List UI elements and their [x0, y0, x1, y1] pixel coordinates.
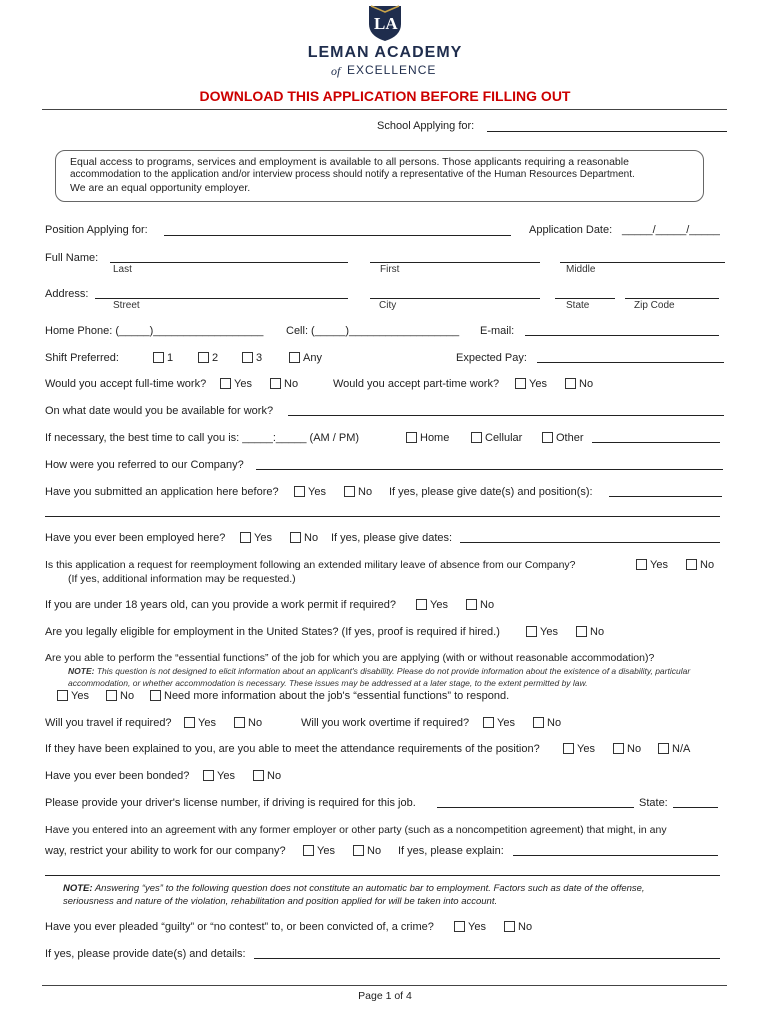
call-cellular[interactable]: Cellular	[471, 432, 522, 444]
app-date-input[interactable]: _____/_____/_____	[622, 224, 720, 236]
checkbox[interactable]	[613, 743, 624, 754]
license-state-input[interactable]	[673, 807, 718, 808]
eligible-yes[interactable]: Yes	[526, 626, 558, 638]
street-input[interactable]	[95, 298, 348, 299]
expected-pay-label: Expected Pay:	[456, 352, 527, 364]
checkbox[interactable]	[203, 770, 214, 781]
essential-note-2: accommodation, or whether accommodation is necessary. These issues may be addressed at a later stage, to the extent permitted by law.	[68, 678, 588, 688]
shift-option-any[interactable]: Any	[289, 352, 322, 364]
checkbox[interactable]	[406, 432, 417, 443]
part-time-no[interactable]: No	[565, 378, 593, 390]
details-label: If yes, please provide date(s) and details:	[45, 948, 246, 960]
attendance-label: If they have been explained to you, are you able to meet the attendance requirements of the position?	[45, 743, 540, 755]
bonded-label: Have you ever been bonded?	[45, 770, 190, 782]
employed-dates-input[interactable]	[460, 542, 720, 543]
conviction-note-2: seriousness and nature of the violation, rehabilitation and position applied for will be taken into account.	[63, 896, 498, 907]
submitted-dates-input[interactable]	[609, 496, 722, 497]
home-phone-field[interactable]: Home Phone: (_____)__________________	[45, 325, 264, 337]
license-label: Please provide your driver's license number, if driving is required for this job.	[45, 797, 416, 809]
state-label: State	[566, 300, 590, 311]
zip-label: Zip Code	[634, 300, 675, 311]
call-other[interactable]: Other	[542, 432, 584, 444]
employed-dates-label: If yes, please give dates:	[331, 532, 453, 544]
part-time-yes[interactable]: Yes	[515, 378, 547, 390]
checkbox[interactable]	[234, 717, 245, 728]
shift-option-1[interactable]: 1	[153, 352, 173, 364]
checkbox[interactable]	[542, 432, 553, 443]
logo-of: of	[331, 64, 341, 78]
checkbox[interactable]	[483, 717, 494, 728]
best-time-field[interactable]: If necessary, the best time to call you is: _____:_____ (AM / PM)	[45, 432, 360, 444]
submitted-no[interactable]: No	[344, 486, 372, 498]
avail-date-input[interactable]	[288, 415, 724, 416]
checkbox[interactable]	[454, 921, 465, 932]
page-number: Page 1 of 4	[358, 990, 412, 1002]
bonded-yes[interactable]: Yes	[203, 770, 235, 782]
overtime-no[interactable]: No	[533, 717, 561, 729]
essential-label: Are you able to perform the “essential functions” of the job for which you are applying (with or without reasonable accommodation)?	[45, 652, 655, 664]
attendance-yes[interactable]: Yes	[563, 743, 595, 755]
expected-pay-input[interactable]	[537, 362, 724, 363]
checkbox[interactable]	[150, 690, 161, 701]
explain-input-2[interactable]	[45, 875, 720, 876]
conviction-note: NOTE: Answering “yes” to the following question does not constitute an automatic bar to employment. Factors such as date of the offense,	[63, 883, 645, 894]
checkbox[interactable]	[576, 626, 587, 637]
agreement-label: Have you entered into an agreement with any former employer or other party (such as a noncompetition agreement) that might, in any	[45, 824, 667, 836]
address-label: Address:	[45, 288, 89, 300]
email-label: E-mail:	[480, 325, 515, 337]
under18-yes[interactable]: Yes	[416, 599, 448, 611]
app-date-label: Application Date:	[529, 224, 613, 236]
attendance-no[interactable]: No	[613, 743, 641, 755]
checkbox[interactable]	[240, 532, 251, 543]
pleaded-no[interactable]: No	[504, 921, 532, 933]
equal-access-line3: We are an equal opportunity employer.	[70, 182, 251, 194]
logo-monogram: LA	[374, 14, 398, 33]
pleaded-yes[interactable]: Yes	[454, 921, 486, 933]
checkbox[interactable]	[57, 690, 68, 701]
travel-no[interactable]: No	[234, 717, 262, 729]
checkbox[interactable]	[515, 378, 526, 389]
checkbox[interactable]	[686, 559, 697, 570]
footer-divider	[42, 985, 727, 986]
cell-phone-field[interactable]: Cell: (_____)__________________	[286, 325, 460, 337]
military-note: (If yes, additional information may be requested.)	[68, 573, 296, 585]
military-no[interactable]: No	[686, 559, 714, 571]
essential-need-info[interactable]: Need more information about the job's “essential functions” to respond.	[150, 690, 509, 702]
other-input[interactable]	[592, 442, 720, 443]
details-input[interactable]	[254, 958, 720, 959]
checkbox[interactable]	[184, 717, 195, 728]
eligible-no[interactable]: No	[576, 626, 604, 638]
checkbox[interactable]	[563, 743, 574, 754]
submitted-dates-input-2[interactable]	[45, 516, 720, 517]
call-home[interactable]: Home	[406, 432, 449, 444]
travel-label: Will you travel if required?	[45, 717, 172, 729]
military-yes[interactable]: Yes	[636, 559, 668, 571]
checkbox[interactable]	[565, 378, 576, 389]
employed-label: Have you ever been employed here?	[45, 532, 226, 544]
referred-input[interactable]	[256, 469, 723, 470]
position-label: Position Applying for:	[45, 224, 148, 236]
middle-label: Middle	[566, 264, 596, 275]
zip-input[interactable]	[625, 298, 719, 299]
license-input[interactable]	[437, 807, 634, 808]
checkbox[interactable]	[289, 352, 300, 363]
city-input[interactable]	[370, 298, 540, 299]
travel-yes[interactable]: Yes	[184, 717, 216, 729]
agreement-no[interactable]: No	[353, 845, 381, 857]
divider	[42, 109, 727, 110]
last-name-input[interactable]	[110, 262, 348, 263]
middle-name-input[interactable]	[560, 262, 725, 263]
essential-yes[interactable]: Yes	[57, 690, 89, 702]
checkbox[interactable]	[658, 743, 669, 754]
checkbox[interactable]	[526, 626, 537, 637]
state-input[interactable]	[555, 298, 615, 299]
essential-note: NOTE: This question is not designed to elicit information about an applicant's disability. Please do not provide information about the existence of a disability, particular	[68, 666, 691, 676]
checkbox[interactable]	[220, 378, 231, 389]
first-label: First	[380, 264, 400, 275]
shift-option-3[interactable]: 3	[242, 352, 262, 364]
school-label: School Applying for:	[377, 120, 475, 132]
checkbox[interactable]	[344, 486, 355, 497]
military-label: Is this application a request for reemployment following an extended military leave of absence from our Company?	[45, 559, 576, 571]
position-input[interactable]	[164, 235, 511, 236]
essential-no[interactable]: No	[106, 690, 134, 702]
shift-label: Shift Preferred:	[45, 352, 119, 364]
checkbox[interactable]	[533, 717, 544, 728]
checkbox[interactable]	[466, 599, 477, 610]
agreement-yes[interactable]: Yes	[303, 845, 335, 857]
submitted-dates-label: If yes, please give date(s) and position(s):	[389, 486, 593, 498]
pleaded-label: Have you ever pleaded “guilty” or “no contest” to, or been convicted of, a crime?	[45, 921, 434, 933]
logo-excellence: EXCELLENCE	[347, 63, 437, 77]
full-time-yes[interactable]: Yes	[220, 378, 252, 390]
street-label: Street	[113, 300, 140, 311]
full-name-label: Full Name:	[45, 252, 99, 264]
checkbox[interactable]	[504, 921, 515, 932]
checkbox[interactable]	[471, 432, 482, 443]
logo-name: LEMAN ACADEMY	[307, 44, 463, 61]
explain-label: If yes, please explain:	[398, 845, 504, 857]
last-label: Last	[113, 264, 132, 275]
part-time-label: Would you accept part-time work?	[333, 378, 500, 390]
shift-option-2[interactable]: 2	[198, 352, 218, 364]
email-input[interactable]	[525, 335, 719, 336]
overtime-label: Will you work overtime if required?	[301, 717, 470, 729]
checkbox[interactable]	[253, 770, 264, 781]
avail-date-label: On what date would you be available for work?	[45, 405, 274, 417]
equal-access-line2: accommodation to the application and/or interview process should notify a representative of the Human Resources Department.	[70, 169, 635, 180]
checkbox[interactable]	[303, 845, 314, 856]
eligible-label: Are you legally eligible for employment in the United States? (If yes, proof is required if hired.)	[45, 626, 500, 638]
under18-no[interactable]: No	[466, 599, 494, 611]
checkbox[interactable]	[294, 486, 305, 497]
checkbox[interactable]	[636, 559, 647, 570]
explain-input[interactable]	[513, 855, 718, 856]
full-time-label: Would you accept full-time work?	[45, 378, 207, 390]
checkbox[interactable]	[242, 352, 253, 363]
submitted-label: Have you submitted an application here before?	[45, 486, 279, 498]
referred-label: How were you referred to our Company?	[45, 459, 244, 471]
full-time-no[interactable]: No	[270, 378, 298, 390]
checkbox[interactable]	[153, 352, 164, 363]
download-notice: DOWNLOAD THIS APPLICATION BEFORE FILLING OUT	[199, 88, 571, 104]
under18-label: If you are under 18 years old, can you provide a work permit if required?	[45, 599, 396, 611]
checkbox[interactable]	[353, 845, 364, 856]
city-label: City	[379, 300, 397, 311]
checkbox[interactable]	[416, 599, 427, 610]
checkbox[interactable]	[198, 352, 209, 363]
checkbox[interactable]	[290, 532, 301, 543]
school-input[interactable]	[487, 131, 727, 132]
license-state-label: State:	[639, 797, 668, 809]
bonded-no[interactable]: No	[253, 770, 281, 782]
logo	[300, 4, 470, 76]
submitted-yes[interactable]: Yes	[294, 486, 326, 498]
employed-yes[interactable]: Yes	[240, 532, 272, 544]
equal-access-line1: Equal access to programs, services and employment is available to all persons. Those applicants requiring a reasonable	[70, 156, 629, 168]
checkbox[interactable]	[270, 378, 281, 389]
agreement-label-2: way, restrict your ability to work for our company?	[45, 845, 286, 857]
employed-no[interactable]: No	[290, 532, 318, 544]
checkbox[interactable]	[106, 690, 117, 701]
first-name-input[interactable]	[370, 262, 540, 263]
overtime-yes[interactable]: Yes	[483, 717, 515, 729]
attendance-na[interactable]: N/A	[658, 743, 690, 755]
